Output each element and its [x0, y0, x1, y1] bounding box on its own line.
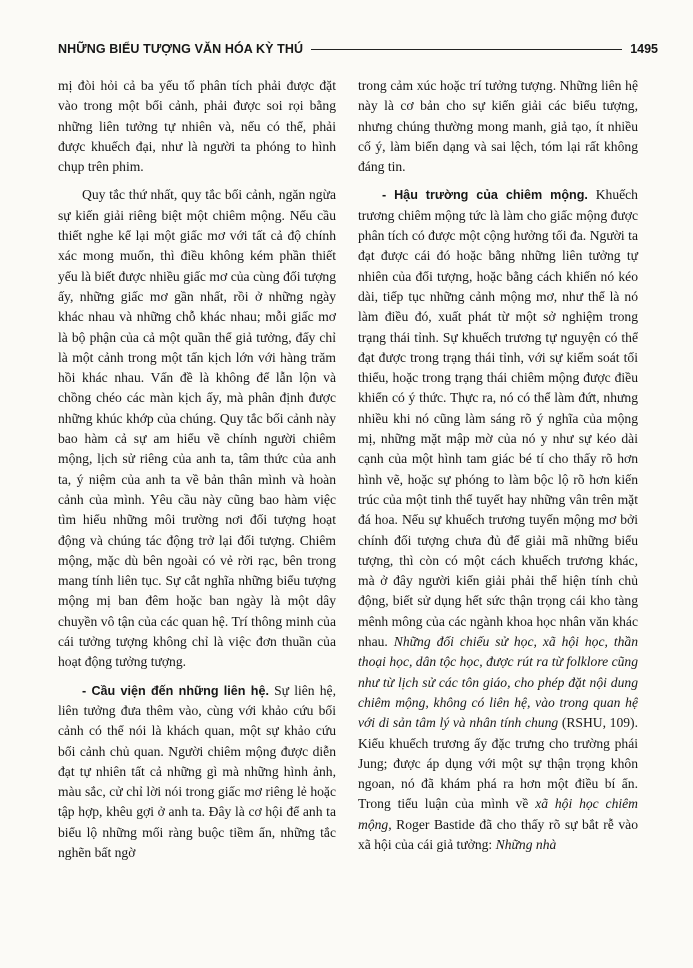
- paragraph-amplification-body: Khuếch trương chiêm mộng tức là làm cho giấc mộng được phân tích có được một cộng hưởng tối đa. Người ta đạt được cái đó hoặc bằng những liên tưởng tự nhiên của đối tượng, hoặc bằng cách khiến nó kéo dài, tiếp tục những cảnh mộng mơ, như thể là nó làm điều đó, xuất phát từ một sở nghiệm trong trạng thái tỉnh. Sự khuếch trương tự nguyện có thể đạt được trong trạng thái tỉnh, với sự kiểm soát tối thiểu, hoặc trong trạng thái chiêm mộng được điều khiển có ý thức. Thực ra, nó có thể làm đứt, nhưng nhiều khi nó cũng làm sáng rõ ý nghĩa của mộng mị, những mặt mập mờ của nó y như sự kéo dài cạnh của một hình tam giác bé tí cho thấy rõ hơn hình vẽ, hoặc sự phóng to làm bộc lộ rõ hơn kiến trúc của một tinh thể tuyết hay những vân trên mặt đá hoa. Nếu sự khuếch trương tuyến mộng mơ bởi chính đối tượng chưa đủ để giải mã những biểu tượng, thì còn có một cách khuếch trương khác, mà ở đây người kiến giải phải thể hiện tính chủ động, biết sử dụng hết sức thận trọng cái kho tàng mênh mông của các ngành khoa học nhân văn khác nhau.: [358, 187, 638, 650]
- header-rule: [311, 49, 622, 50]
- right-column: [358, 76, 638, 855]
- paragraph-associations: [58, 681, 336, 864]
- section-lead-amplification: - Hậu trường của chiêm mộng.: [382, 188, 588, 203]
- quotation-start-italic: Những nhà: [495, 836, 557, 852]
- quotation-italic: Những đối chiếu sử học, xã hội học, thần thoại học, dân tộc học, được rút ra từ folklore cũng như từ lịch sử các tôn giáo, cho phép đặt nội dung chiêm mộng, không có liên hệ, vào trong quan hệ với di sản tâm lý và nhân tính chung: [358, 634, 638, 731]
- paragraph-context-rule: Quy tắc thứ nhất, quy tắc bối cảnh, ngăn ngừa sự kiến giải riêng biệt một chiêm mộng. Nếu cầu thiết nghe kể lại một giấc mơ với tất cả độ chính xác mong muốn, thì điều không kém phần thiết yếu là biết được nhiều giấc mơ của cùng đối tượng ấy, những giấc mơ gần nhất, rồi ở những ngày khác nhau và những chỗ khác nhau; mỗi giấc mơ là bộ phận của cả một quần thể giả tưởng, đấy chỉ là một cảnh trong một tấn kịch lớn với hàng trăm hồi khác nhau. Vấn đề là không để lẫn lộn và chồng chéo các màn kịch ấy, mà phân định được những khúc khớp của chúng. Quy tắc bối cảnh này bao hàm cả sự am hiểu về chính người chiêm mộng, lịch sử riêng của anh ta, tâm thức của anh ta, ý niệm của anh ta về bản thân mình và hoàn cảnh của mình. Yêu cầu này cũng bao hàm việc tìm hiểu những môi trường nơi đối tượng hoạt động và chúng tác động trở lại đối tượng. Chiêm mộng, mặc dù bên ngoài có vẻ rời rạc, bên trong mang tính liên tục. Sự cắt nghĩa những biểu tượng mộng mị ban đêm hoặc ban ngày là một dây chuyền vô tận của các quan hệ. Trí thông minh của cái tưởng tượng không chỉ là việc đơn thuần của hoạt động tưởng tượng.: [58, 187, 336, 670]
- running-title: NHỮNG BIỂU TƯỢNG VĂN HÓA KỲ THÚ: [58, 42, 304, 56]
- paragraph-continuation: mị đòi hỏi cả ba yếu tố phân tích phải được đặt vào trong một bối cảnh, phải được soi rọi bằng những liên tưởng tự nhiên và, nếu có thể, phải được khuếch đại, như là người ta phóng to hình chụp trên phim.: [58, 78, 336, 175]
- page-number: 1495: [630, 42, 658, 56]
- paragraph-amplification-tail2: Roger Bastide đã cho thấy rõ sự bắt rễ vào xã hội của cái giả tưởng:: [358, 816, 638, 852]
- paragraph-amplification-tail: (RSHU, 109). Kiểu khuếch trương ấy đặc trưng cho trường phái Jung; được áp dụng với một sự thận trọng khôn ngoan, nó đã khám phá ra hơn một điều bí ẩn. Trong tiểu luận của mình về: [358, 715, 638, 812]
- paragraph-associations-body: Sự liên hệ, liên tưởng đưa thêm vào, cùng với khảo cứu bối cảnh có thể nói là khách quan, một sự khảo cứu bối cảnh chủ quan. Người chiêm mộng được diễn đạt tự nhiên tất cả những gì mà những hình ảnh, màu sắc, cử chỉ lời nói trong giấc mơ riêng lẻ hoặc tập hợp, khêu gợi ở anh ta. Đây là cơ hội để anh ta biểu lộ những mối ràng buộc tiềm ẩn, những tắc nghẽn bất ngờ: [58, 682, 336, 860]
- paragraph-continuation-right: trong cảm xúc hoặc trí tưởng tượng. Những liên hệ này là cơ bản cho sự kiến giải các biểu tượng, nhưng chúng thường mong manh, giả tạo, ít nhiều cố ý, làm biến dạng và sai lệch, tóm lại rất không đáng tin.: [358, 78, 638, 175]
- section-lead-associations: - Cầu viện đến những liên hệ.: [82, 683, 269, 698]
- book-title-italic: xã hội học chiêm mộng,: [358, 796, 639, 832]
- paragraph-amplification: [358, 185, 638, 855]
- running-header: [58, 38, 658, 60]
- left-column: [58, 76, 336, 863]
